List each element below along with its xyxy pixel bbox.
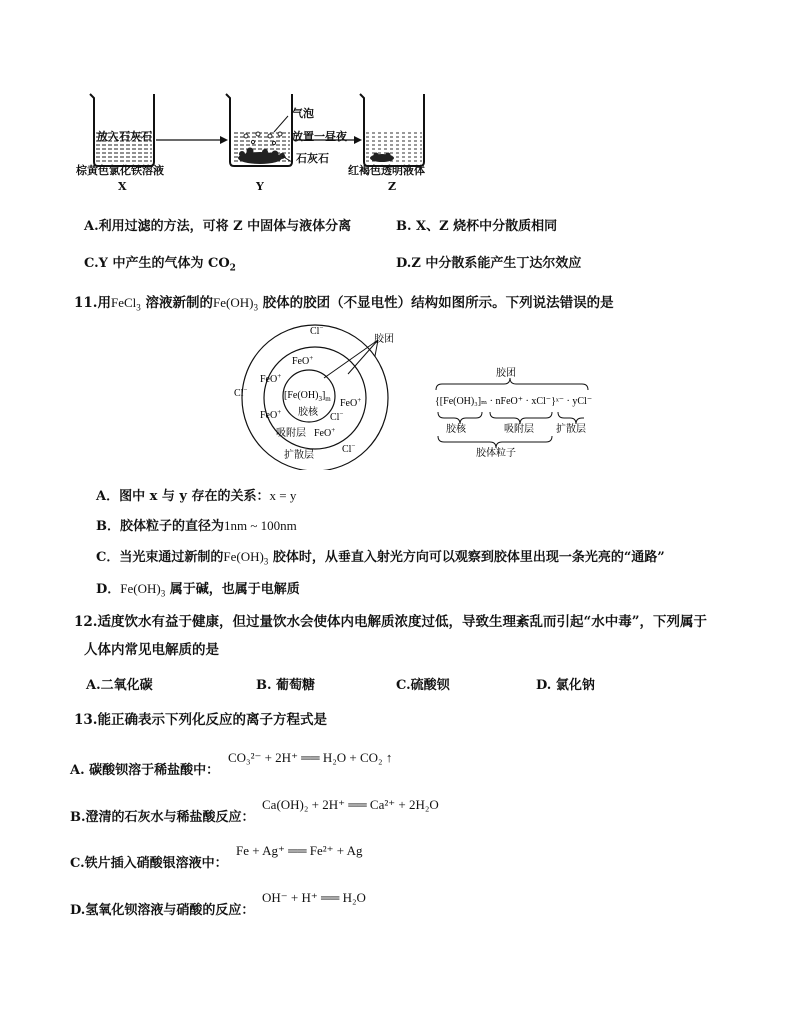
q12-option-c: C.硫酸钡 bbox=[396, 678, 450, 693]
formula-particle-label: 胶体粒子 bbox=[476, 448, 516, 458]
beaker-z bbox=[360, 94, 424, 166]
cl-left: Cl− bbox=[234, 386, 248, 399]
label-beaker-y: Y bbox=[256, 180, 264, 193]
micelle-diagram bbox=[228, 318, 408, 470]
feo-lower-left: FeO+ bbox=[260, 408, 282, 421]
q13-stem: 13.能正确表示下列化反应的离子方程式是 bbox=[74, 712, 327, 728]
beaker-y bbox=[226, 94, 292, 166]
q11-option-d: D．$Fe(OH)_3$ 属于碱，也属于电解质 bbox=[96, 581, 300, 599]
label-x-solution: 棕黄色氯化铁溶液 bbox=[76, 164, 164, 177]
label-arrow2: 放置一昼夜 bbox=[292, 130, 347, 143]
q12-option-d: D. 氯化钠 bbox=[536, 678, 595, 693]
label-beaker-x: X bbox=[118, 180, 127, 193]
core-formula: $[Fe(OH)_3]_m$ bbox=[284, 390, 331, 403]
label-bubble: 气泡 bbox=[292, 107, 314, 120]
cl-bottom: Cl− bbox=[342, 442, 356, 455]
q13-option-c-equation: Fe + Ag⁺ ══ Fe²⁺ + Ag bbox=[236, 843, 363, 858]
q13-option-d-equation: OH⁻ + H⁺ ══ H₂O bbox=[262, 890, 366, 905]
q11-option-a: A．图中 x 与 y 存在的关系：x = y bbox=[96, 488, 297, 504]
q13-option-b-equation: Ca(OH)₂ + 2H⁺ ══ Ca²⁺ + 2H₂O bbox=[262, 797, 439, 812]
label-z-liquid: 红褐色透明液体 bbox=[348, 164, 425, 177]
formula-diffusion-label: 扩散层 bbox=[556, 424, 586, 435]
q12-stem-line2: 人体内常见电解质的是 bbox=[84, 642, 219, 658]
formula-adsorption-label: 吸附层 bbox=[504, 424, 534, 435]
q13-option-b-text: B.澄清的石灰水与稀盐酸反应： bbox=[70, 810, 255, 825]
formula-title: 胶团 bbox=[496, 368, 516, 379]
q12-option-a: A.二氧化碳 bbox=[86, 678, 153, 693]
cl-inner: Cl− bbox=[330, 410, 344, 423]
feo-bottom: FeO+ bbox=[314, 426, 336, 439]
q11-option-b: B．胶体粒子的直径为1nm ~ 100nm bbox=[96, 518, 297, 534]
label-arrow1: 放入石灰石 bbox=[97, 130, 152, 143]
label-stone: 石灰石 bbox=[296, 152, 329, 165]
q13-option-c-text: C.铁片插入硝酸银溶液中： bbox=[70, 856, 228, 871]
q11-stem: 11.用FeCl$_3$ 溶液新制的$Fe(OH)_3$ 胶体的胶团（不显电性）结构如图所示。下列说法错误的是 bbox=[74, 295, 614, 313]
q12-option-b: B. 葡萄糖 bbox=[256, 678, 316, 693]
feo-left: FeO+ bbox=[260, 372, 282, 385]
micelle-label: 胶团 bbox=[374, 334, 394, 345]
feo-right: FeO+ bbox=[340, 396, 362, 409]
formula-core-label: 胶核 bbox=[446, 424, 466, 435]
formula-text: {[Fe(OH)₃]ₘ · nFeO⁺ · xCl⁻}ˣ⁻ · yCl⁻ bbox=[435, 396, 592, 407]
adsorption-label: 吸附层 bbox=[276, 428, 306, 439]
q13-option-d-text: D.氢氧化钡溶液与硝酸的反应： bbox=[70, 903, 255, 918]
q13-option-a-equation: CO₃²⁻ + 2H⁺ ══ H₂O + CO₂ ↑ bbox=[228, 750, 393, 765]
q10-option-b: B. X、Z 烧杯中分散质相同 bbox=[396, 219, 558, 234]
q10-option-d: D.Z 中分散系能产生丁达尔效应 bbox=[396, 256, 582, 271]
q10-option-a: A.利用过滤的方法，可将 Z 中固体与液体分离 bbox=[84, 219, 352, 234]
q10-option-c: C.Y 中产生的气体为 $CO_2$ bbox=[84, 256, 236, 274]
q12-stem-line1: 12.适度饮水有益于健康，但过量饮水会使体内电解质浓度过低，导致生理紊乱而引起“水中毒”，下列属于 bbox=[74, 614, 708, 630]
cl-top: Cl− bbox=[310, 324, 324, 337]
feo-top: FeO+ bbox=[292, 354, 314, 367]
label-beaker-z: Z bbox=[388, 180, 397, 193]
diffusion-label: 扩散层 bbox=[284, 450, 314, 461]
micelle-formula bbox=[432, 362, 592, 458]
q13-option-a-text: A. 碳酸钡溶于稀盐酸中： bbox=[70, 763, 220, 778]
core-label: 胶核 bbox=[298, 407, 318, 418]
q11-option-c: C．当光束通过新制的$Fe(OH)_3$ 胶体时，从垂直入射光方向可以观察到胶体里出现一条光亮的“通路” bbox=[96, 549, 665, 567]
